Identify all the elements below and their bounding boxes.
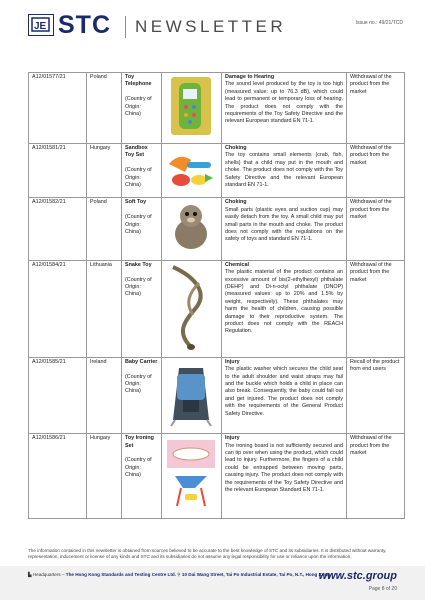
notifying-country: Ireland <box>87 357 122 433</box>
risk-type: Choking <box>225 199 247 206</box>
measure-taken: Withdrawal of the product from the market <box>347 260 405 357</box>
table-row <box>29 357 405 433</box>
risk-type: Injury <box>225 358 240 365</box>
notifying-country: Hungary <box>87 434 122 519</box>
product-cell <box>122 144 162 198</box>
notifying-country: Poland <box>87 198 122 260</box>
svg-text:JE: JE <box>34 21 47 32</box>
table-row <box>29 144 405 198</box>
newsletter-header <box>0 0 425 44</box>
notifying-country: Poland <box>87 73 122 144</box>
hq-company: The Hong Kong Standards and Testing Centre Ltd. <box>65 572 176 577</box>
measure-taken: Withdrawal of the product from the market <box>347 434 405 519</box>
origin-label: (Country of Origin: <box>125 96 152 110</box>
alert-id: A12/01581/21 <box>29 144 87 198</box>
recall-table <box>28 72 405 519</box>
product-name: Toy Ironing Set <box>125 435 154 449</box>
building-icon: ▙ <box>28 572 32 577</box>
origin-value: China) <box>125 472 141 479</box>
alert-id: A12/01586/21 <box>29 434 87 519</box>
origin-label: (Country of Origin: <box>125 214 152 228</box>
risk-description: The ironing board is not sufficiently secured and can tip over when using the product, which could lead to injury. Furthermore, the fingers of a child could be entrapped between moving parts, causing injury. The product does not comply with the requirements of the Toy Safety Directive and the relevant European Standard EN 71-1. <box>225 442 343 494</box>
brand-name: STC <box>58 11 111 39</box>
table-row <box>29 260 405 357</box>
baby-carrier-image <box>165 360 217 428</box>
soft-toy-image <box>165 200 217 254</box>
measure-taken: Recall of the product from end users <box>347 357 405 433</box>
origin-value: China) <box>125 111 141 118</box>
product-image <box>162 73 222 144</box>
toy-telephone-image <box>165 75 217 137</box>
risk-description: The plastic material of the product contains an excessive amount of bis(2-ethylhexyl) phthalate (DEHP) and Di-n-octyl phthalate (DNOP) (measured values: up to 20% and 1.5% by weight, respectively). These phthalates may harm the health of children, causing possible damage to their reproductive system. The product does not comply with the REACH Regulation. <box>225 269 343 335</box>
product-name: Toy Telephone <box>125 74 152 88</box>
risk-cell <box>222 73 347 144</box>
origin-label: (Country of Origin: <box>125 276 152 291</box>
issue-number: Issue no.: 49/21/TCD <box>355 20 403 26</box>
ironing-set-image <box>165 436 217 510</box>
risk-cell <box>222 144 347 198</box>
origin-label: (Country of Origin: <box>125 373 152 388</box>
headquarters-line: ▙ Headquarters – The Hong Kong Standards and Testing Centre Ltd. ⚲ 10 Dai Wang Street, Tai Po Industrial Estate, Tai Po, N.T., Hong Kong <box>28 572 331 577</box>
risk-type: Injury <box>225 435 240 442</box>
product-name: Sandbox Toy Set <box>125 145 148 159</box>
origin-label: (Country of Origin: <box>125 457 152 471</box>
measure-taken: Withdrawal of the product from the market <box>347 73 405 144</box>
product-name: Baby Carrier <box>125 358 158 365</box>
snake-toy-image <box>165 263 217 351</box>
risk-cell <box>222 198 347 260</box>
notifying-country: Hungary <box>87 144 122 198</box>
risk-type: Damage to Hearing <box>225 74 275 80</box>
risk-type: Chemical <box>225 261 249 268</box>
product-name: Soft Toy <box>125 199 147 206</box>
page-number: Page 8 of 20 <box>368 586 397 592</box>
newsletter-title: NEWSLETTER <box>135 17 287 36</box>
origin-value: China) <box>125 182 141 189</box>
measure-taken: Withdrawal of the product from the market <box>347 198 405 260</box>
alert-id: A12/01585/21 <box>29 357 87 433</box>
product-name: Snake Toy <box>125 261 152 268</box>
risk-description: The toy contains small elements (crab, fish, shells) that a child may put in the mouth and choke. The product does not comply with the Toy Safety Directive and the relevant European standard EN 71-1. <box>225 152 343 189</box>
origin-value: China) <box>125 388 141 395</box>
risk-description: The sound level produced by the toy is too high (measured value: up to 76.3 dB), which could lead to permanent or temporary loss of hearing. The product does not comply with the requirements of the Toy Safety Directive and the relevant European standard EN 71-1. <box>225 81 343 125</box>
product-image <box>162 434 222 519</box>
risk-cell <box>222 357 347 433</box>
product-image <box>162 198 222 260</box>
alert-id: A12/01584/21 <box>29 260 87 357</box>
product-image <box>162 357 222 433</box>
header-divider <box>125 16 126 38</box>
product-image <box>162 144 222 198</box>
table-row <box>29 198 405 260</box>
product-cell <box>122 357 162 433</box>
origin-label: (Country of Origin: <box>125 167 152 181</box>
website-link[interactable]: www.stc.group <box>318 570 397 582</box>
sandbox-toy-image <box>165 146 217 192</box>
product-cell <box>122 198 162 260</box>
risk-description: Small parts (plastic eyes and suction cup) may easily detach from the toy. A small child may put small parts in the mouth and choke. The product does not comply with the regulations on the safety of toys and standard EN 71-1. <box>225 206 343 243</box>
measure-taken: Withdrawal of the product from the market <box>347 144 405 198</box>
risk-cell <box>222 260 347 357</box>
origin-value: China) <box>125 291 141 298</box>
origin-value: China) <box>125 229 141 236</box>
stc-logo-icon <box>28 14 54 36</box>
product-image <box>162 260 222 357</box>
product-cell <box>122 434 162 519</box>
hq-address: 10 Dai Wang Street, Tai Po Industrial Estate, Tai Po, N.T., Hong Kong <box>181 572 331 577</box>
location-pin-icon: ⚲ <box>177 572 181 577</box>
hq-label: Headquarters <box>32 572 61 577</box>
alert-id: A12/01577/21 <box>29 73 87 144</box>
risk-cell <box>222 434 347 519</box>
alert-id: A12/01582/21 <box>29 198 87 260</box>
disclaimer: The information contained in this newsletter is obtained from sources believed to be accurate to the best knowledge of STC and its subsidiaries. It is distributed without warranty, representation, inducement or license of any kinds and STC and its subsidiaries do not assume any legal responsibility for use or reliance upon the information. <box>28 548 387 559</box>
product-cell <box>122 73 162 144</box>
risk-type: Choking <box>225 145 247 151</box>
product-cell <box>122 260 162 357</box>
table-row <box>29 434 405 519</box>
notifying-country: Lithuania <box>87 260 122 357</box>
table-row <box>29 73 405 144</box>
risk-description: The plastic washer which secures the child seat to the adult shoulder and waist straps may fail and the buckle which holds a child in place can also break. Consequently, the baby could fall out and get injured. The product does not comply with the requirements of the General Product Safety Directive. <box>225 366 343 417</box>
